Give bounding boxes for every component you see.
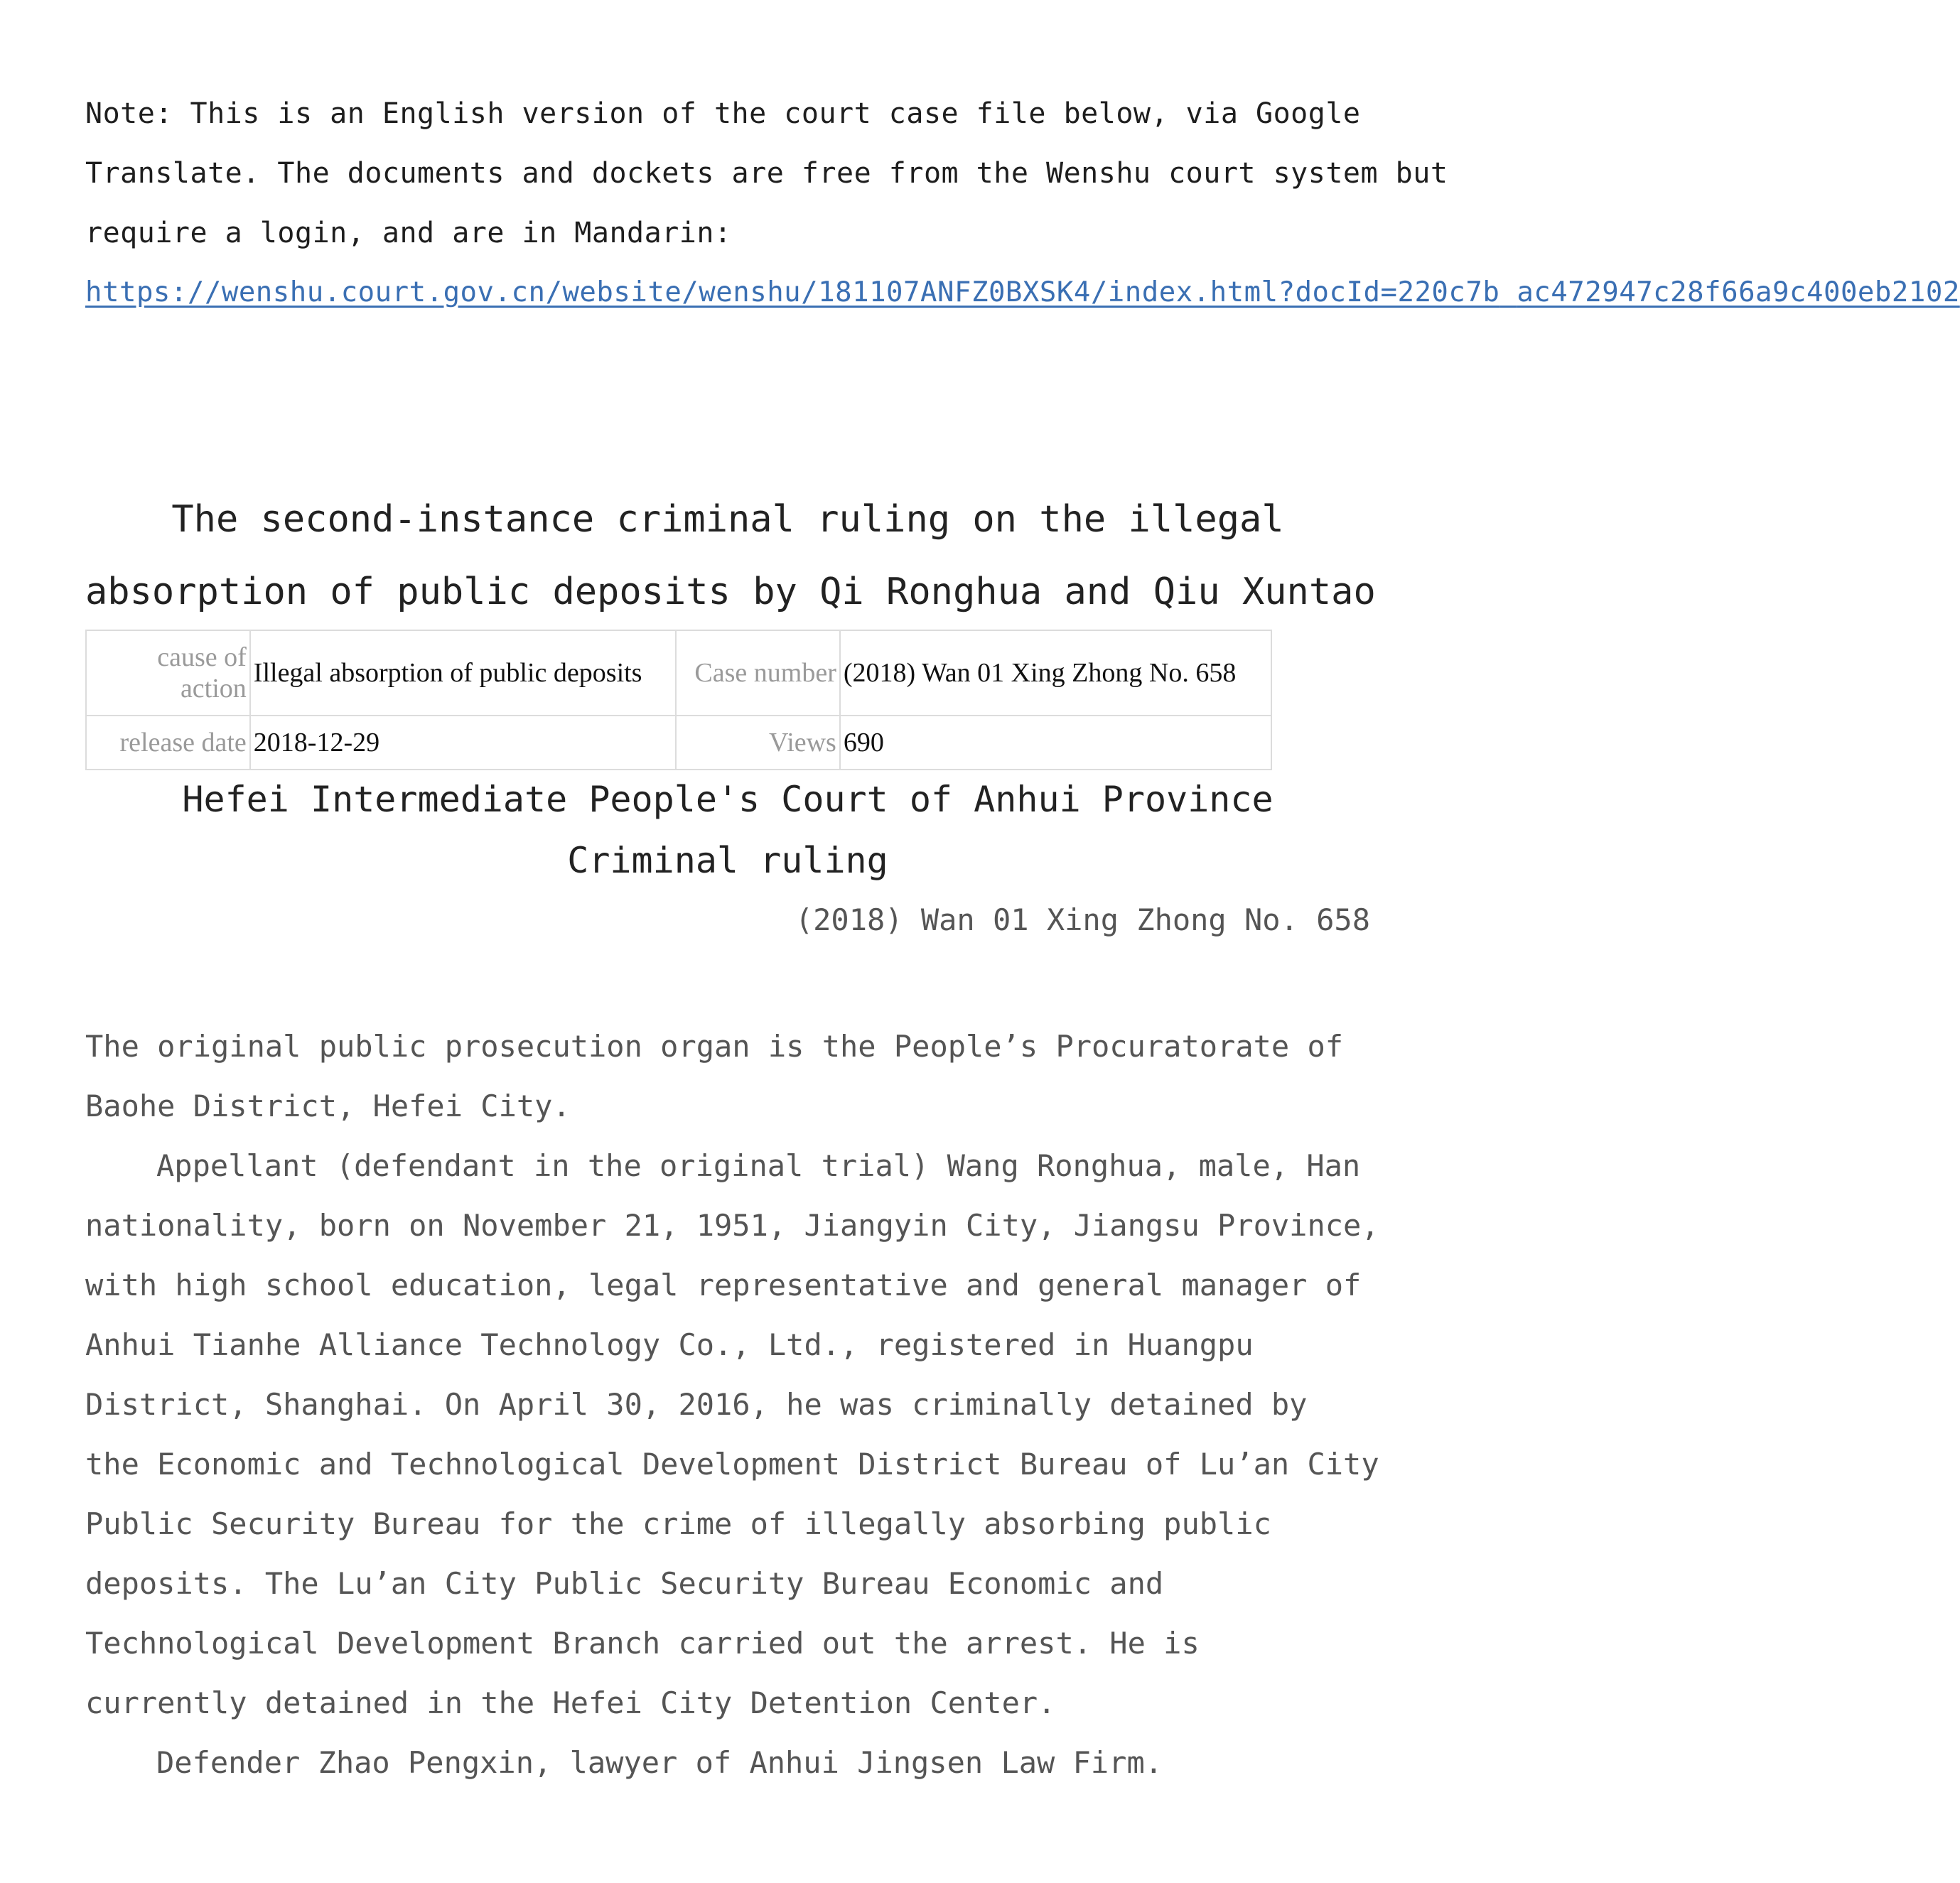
cause-value: Illegal absorption of public deposits [250,630,676,716]
case-number-label: Case number [676,630,840,716]
paragraph-line: Anhui Tianhe Alliance Technology Co., Ltd., registered in Huangpu [85,1327,1254,1362]
paragraph-line: currently detained in the Hefei City Detention Center. [85,1685,1056,1720]
views-value: 690 [840,716,1271,770]
translation-note [85,84,1960,323]
source-link-line[interactable]: https://wenshu.court.gov.cn/website/wenshu/181107ANFZ0BXSK4/index.html?docId=220c7b [85,276,1500,308]
paragraph-line: Appellant (defendant in the original trial) Wang Ronghua, male, Han [156,1148,1361,1183]
paragraph-line: with high school education, legal representative and general manager of [85,1268,1362,1302]
paragraph-line: District, Shanghai. On April 30, 2016, he was criminally detained by [85,1387,1308,1422]
release-date-value: 2018-12-29 [250,716,676,770]
case-number-value: (2018) Wan 01 Xing Zhong No. 658 [840,630,1271,716]
note-line: require a login, and are in Mandarin: [85,217,732,249]
paragraph-line: nationality, born on November 21, 1951, Jiangyin City, Jiangsu Province, [85,1208,1379,1243]
note-line: Note: This is an English version of the court case file below, via Google [85,97,1361,130]
case-metadata-table [85,630,1272,770]
metadata-row [86,716,1271,770]
paragraph-line: The original public prosecution organ is the People’s Procuratorate of [85,1029,1344,1064]
paragraph-line: Public Security Bureau for the crime of illegally absorbing public [85,1506,1271,1541]
source-link-line[interactable]: ac472947c28f66a9c400eb2102 [1517,276,1960,308]
cause-label: cause of action [86,630,250,716]
ruling-body [85,1017,1386,1793]
paragraph-line: Defender Zhao Pengxin, lawyer of Anhui Jingsen Law Firm. [156,1745,1163,1780]
source-link[interactable] [85,263,1960,323]
metadata-row [86,630,1271,716]
paragraph-line: deposits. The Lu’an City Public Security Bureau Economic and [85,1566,1164,1601]
court-heading [85,769,1370,891]
ruling-type: Criminal ruling [567,840,888,881]
views-label: Views [676,716,840,770]
document-title [85,483,1376,628]
case-number-heading: (2018) Wan 01 Xing Zhong No. 658 [795,902,1370,937]
document-title-line: The second-instance criminal ruling on the illegal [171,498,1284,541]
paragraph-line: Baohe District, Hefei City. [85,1089,571,1123]
court-name: Hefei Intermediate People's Court of Anhui Province [182,779,1274,820]
document-title-line: absorption of public deposits by Qi Ronghua and Qiu Xuntao [85,571,1376,613]
note-line: Translate. The documents and dockets are free from the Wenshu court system but [85,157,1448,190]
paragraph-line: the Economic and Technological Development District Bureau of Lu’an City [85,1447,1379,1482]
release-date-label: release date [86,716,250,770]
paragraph-line: Technological Development Branch carried out the arrest. He is [85,1626,1200,1661]
